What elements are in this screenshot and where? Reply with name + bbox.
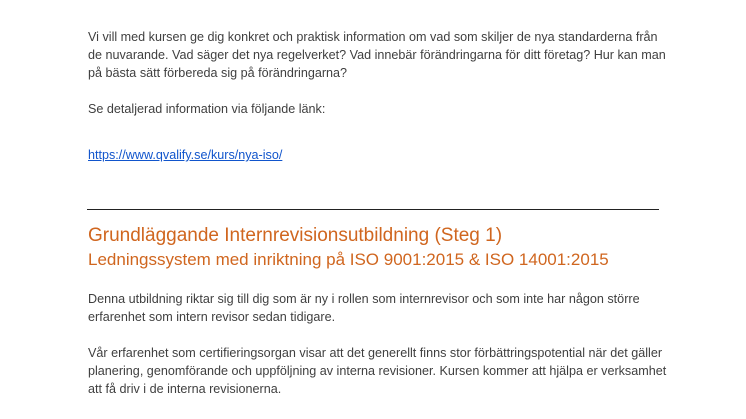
- intro-paragraph: Vi vill med kursen ge dig konkret och praktisk information om vad som skiljer de nya standarderna från de nuvarande. Vad säger det nya regelverket? Vad innebär förändringarna för ditt företag? Hur kan man på bästa sätt förbereda sig på förändringarna?: [88, 30, 666, 80]
- section-divider: [87, 209, 659, 210]
- course-link[interactable]: https://www.qvalify.se/kurs/nya-iso/: [88, 148, 283, 162]
- section-subtitle: Ledningssystem med inriktning på ISO 9001:2015 & ISO 14001:2015: [88, 250, 609, 269]
- clipped-text-line: [88, 0, 608, 2]
- section-paragraph-1: Denna utbildning riktar sig till dig som är ny i rollen som internrevisor och som inte har någon större erfarenhet som intern revisor sedan tidigare.: [88, 292, 640, 324]
- section-paragraph-2: Vår erfarenhet som certifieringsorgan visar att det generellt finns stor förbättringspotential när det gäller planering, genomförande och uppföljning av interna revisioner. Kursen kommer att hjälpa er verksamhet att få driv i de interna revisionerna.: [88, 346, 667, 396]
- details-text: Se detaljerad information via följande länk:: [88, 102, 326, 116]
- section-title: Grundläggande Internrevisionsutbildning (Steg 1): [88, 225, 503, 246]
